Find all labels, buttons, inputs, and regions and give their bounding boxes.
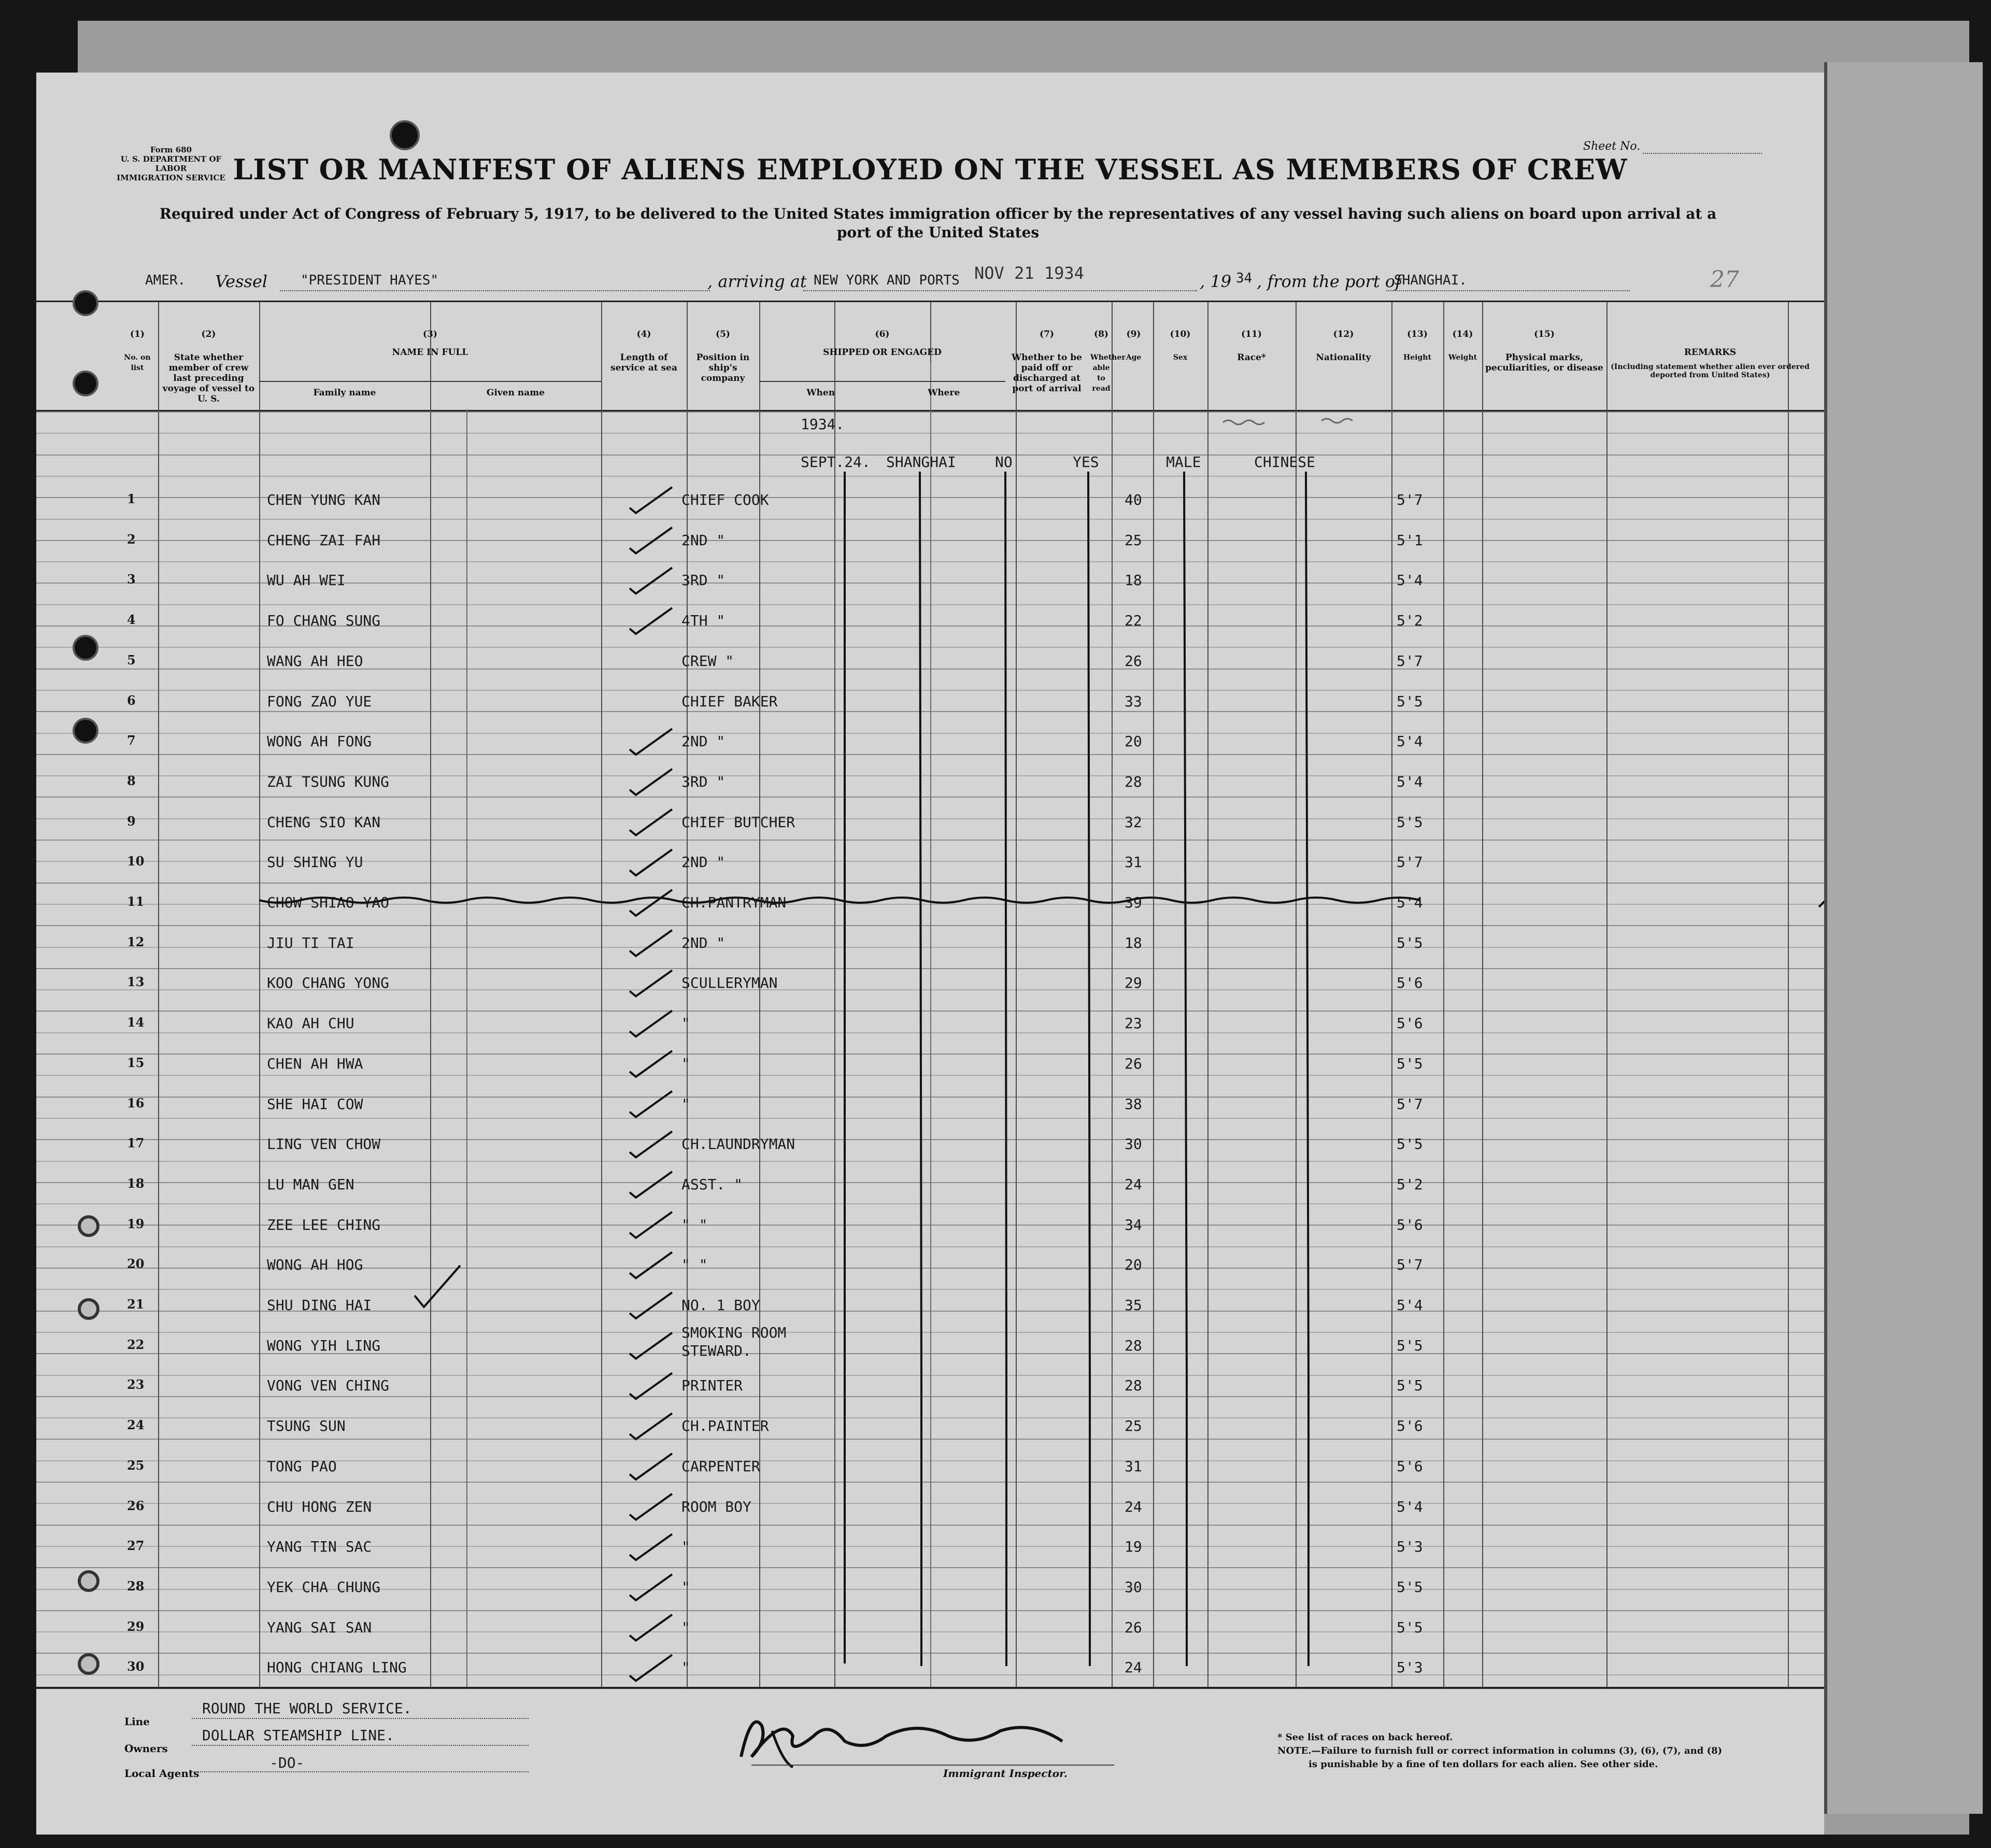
height: 5'5 (1397, 1377, 1423, 1395)
shipped-when: SEPT.24. (801, 453, 871, 471)
height: 5'7 (1397, 491, 1423, 508)
position: CHIEF BUTCHER (681, 813, 795, 831)
height: 5'6 (1397, 1457, 1423, 1475)
column-label: Weight (1448, 353, 1477, 362)
height: 5'6 (1397, 1216, 1423, 1233)
from-port: SHANGHAI. (1394, 273, 1467, 288)
check-mark (630, 1131, 672, 1157)
column-label: Nationality (1316, 352, 1371, 363)
sex-value: MALE (1166, 453, 1201, 471)
age: 30 (1125, 1135, 1142, 1153)
row-12-strike (259, 898, 1420, 903)
height: 5'7 (1397, 1095, 1423, 1113)
binder-hole (73, 718, 98, 744)
column-sublabel: Where (928, 388, 960, 398)
check-mark (630, 1091, 672, 1117)
column-label: Whether able to read (1090, 353, 1126, 393)
height: 5'5 (1397, 1618, 1423, 1636)
row-number: 27 (127, 1538, 145, 1554)
check-mark (630, 1454, 672, 1480)
age: 29 (1125, 974, 1142, 992)
column-label: Position in ship's company (696, 352, 750, 383)
family-name: WONG AH HOG (267, 1256, 363, 1274)
column-label: Height (1403, 353, 1431, 362)
column-number: (14) (1452, 329, 1473, 339)
column-number: (10) (1170, 329, 1191, 339)
subtitle-line-2: port of the United States (836, 224, 1040, 241)
pencil-note (1223, 420, 1264, 424)
column-label: No. on list (124, 353, 151, 372)
check-mark (630, 1413, 672, 1439)
age: 40 (1125, 491, 1142, 508)
row-number: 19 (127, 1216, 145, 1231)
binder-hole (78, 1653, 99, 1675)
check-mark (630, 769, 672, 795)
family-name: WONG AH FONG (267, 733, 372, 750)
line-value: ROUND THE WORLD SERVICE. (202, 1700, 412, 1717)
height: 5'5 (1397, 692, 1423, 710)
row-number: 5 (127, 652, 136, 667)
age: 28 (1125, 1377, 1142, 1395)
height: 5'4 (1397, 1297, 1423, 1314)
form-department: U. S. DEPARTMENT OF LABOR (120, 154, 222, 173)
family-name: YANG TIN SAC (267, 1538, 372, 1556)
column-number: (7) (1040, 329, 1054, 339)
row-number: 13 (127, 974, 145, 990)
row-number: 12 (127, 934, 145, 949)
column-number: (2) (201, 329, 216, 339)
family-name: SHE HAI COW (267, 1095, 363, 1113)
position: " " (681, 1256, 708, 1274)
binder-hole (73, 635, 98, 661)
age: 26 (1125, 1055, 1142, 1072)
position: CH.PAINTER (681, 1417, 769, 1435)
column-number: (15) (1534, 329, 1555, 339)
family-name: WANG AH HEO (267, 652, 363, 670)
age: 18 (1125, 934, 1142, 951)
family-name: TONG PAO (267, 1457, 337, 1475)
margin-scribble (1819, 899, 1824, 909)
height: 5'4 (1397, 773, 1423, 790)
vessel-prefix: AMER. (145, 273, 186, 288)
family-name: CHENG ZAI FAH (267, 531, 381, 549)
age: 24 (1125, 1659, 1142, 1676)
position: CHIEF BAKER (681, 692, 778, 710)
age: 25 (1125, 531, 1142, 549)
position-cont: STEWARD. (681, 1342, 751, 1359)
arriving-port: NEW YORK AND PORTS (814, 273, 960, 288)
row-number: 2 (127, 531, 136, 547)
check-mark (630, 1212, 672, 1238)
column-number: (5) (716, 329, 730, 339)
age: 26 (1125, 1618, 1142, 1636)
family-name: JIU TI TAI (267, 934, 354, 951)
column-label: Length of service at sea (610, 352, 677, 373)
height: 5'5 (1397, 934, 1423, 951)
year-label: , 19 (1200, 272, 1232, 291)
age: 22 (1125, 612, 1142, 630)
row-number: 3 (127, 572, 136, 587)
check-mark (630, 1252, 672, 1278)
family-name: KOO CHANG YONG (267, 974, 390, 992)
age: 39 (1125, 894, 1142, 911)
check-mark (630, 1011, 672, 1036)
height: 5'6 (1397, 1417, 1423, 1435)
age: 31 (1125, 854, 1142, 871)
check-mark (630, 729, 672, 755)
column-label: State whether member of crew last preceding voyage of vessel to U. S. (162, 352, 255, 404)
age: 34 (1125, 1216, 1142, 1233)
page-number: 27 (1710, 266, 1739, 293)
agents-label: Local Agents (124, 1767, 200, 1780)
inspector-label: Immigrant Inspector. (943, 1767, 1068, 1780)
year-value: 34 (1236, 271, 1253, 286)
height: 5'4 (1397, 1498, 1423, 1515)
column-number: (3) (423, 329, 437, 339)
form-service: IMMIGRATION SERVICE (117, 173, 225, 182)
age: 18 (1125, 572, 1142, 589)
column-label: SHIPPED OR ENGAGED (823, 347, 942, 358)
age: 35 (1125, 1297, 1142, 1314)
family-name: FO CHANG SUNG (267, 612, 381, 630)
column-label: Whether to be paid off or discharged at port of arrival (1012, 352, 1082, 394)
height: 5'2 (1397, 612, 1423, 630)
check-mark (630, 930, 672, 956)
check-mark (630, 1051, 672, 1077)
binder-hole (78, 1215, 99, 1237)
height: 5'5 (1397, 1337, 1423, 1354)
position: SMOKING ROOM (681, 1324, 787, 1341)
position: 3RD " (681, 572, 726, 589)
age: 20 (1125, 1256, 1142, 1274)
column-label: Race* (1237, 352, 1266, 363)
column-number: (11) (1241, 329, 1262, 339)
family-name: CHENG SIO KAN (267, 813, 381, 831)
position: PRINTER (681, 1377, 743, 1395)
height: 5'2 (1397, 1175, 1423, 1193)
family-name: VONG VEN CHING (267, 1377, 390, 1395)
column-number: (8) (1094, 329, 1108, 339)
punch-hole (390, 120, 420, 150)
row-number: 29 (127, 1618, 145, 1634)
age: 28 (1125, 773, 1142, 790)
age: 30 (1125, 1578, 1142, 1596)
binder-hole (73, 371, 98, 396)
check-mark (630, 890, 672, 916)
column-number: (12) (1333, 329, 1354, 339)
check-mark (630, 809, 672, 835)
check-mark (630, 608, 672, 634)
position: 2ND " (681, 531, 726, 549)
subtitle-line-1: Required under Act of Congress of February 5, 1917, to be delivered to the United States immigration officer by the representatives of any vessel having such aliens on board upon arrival at a (159, 205, 1717, 222)
column-sublabel: Family name (313, 388, 376, 398)
family-name: TSUNG SUN (267, 1417, 346, 1435)
row-number: 4 (127, 612, 136, 628)
line-label: Line (124, 1715, 150, 1728)
height: 5'5 (1397, 1135, 1423, 1153)
check-mark (630, 1292, 672, 1318)
footer-notes (1277, 1731, 1722, 1771)
column-number: (6) (875, 329, 890, 339)
position: 2ND " (681, 934, 726, 951)
back-sheet-edge (1824, 62, 1983, 1814)
position: NO. 1 BOY (681, 1297, 760, 1314)
paid-off-value: NO (995, 453, 1013, 471)
check-mark (630, 1333, 672, 1359)
age: 32 (1125, 813, 1142, 831)
position: 3RD " (681, 773, 726, 790)
vessel-label: Vessel (215, 272, 268, 291)
age: 26 (1125, 652, 1142, 670)
height: 5'4 (1397, 733, 1423, 750)
height: 5'3 (1397, 1659, 1423, 1676)
family-name: WONG YIH LING (267, 1337, 381, 1354)
position: CH.PANTRYMAN (681, 894, 787, 911)
check-mark (630, 970, 672, 996)
position: CARPENTER (681, 1457, 760, 1475)
family-name: WU AH WEI (267, 572, 346, 589)
height: 5'6 (1397, 974, 1423, 992)
row-number: 11 (127, 894, 145, 909)
column-label: Physical marks, peculiarities, or disease (1485, 352, 1603, 373)
row-number: 8 (127, 773, 136, 788)
penalty-note-2: is punishable by a fine of ten dollars for each alien. See other side. (1309, 1759, 1658, 1770)
position: " " (681, 1216, 708, 1233)
check-mark (630, 1494, 672, 1520)
column-sublabel: (Including statement whether alien ever ordered deported from United States) (1611, 363, 1810, 379)
binder-hole (78, 1570, 99, 1592)
row-number: 14 (127, 1015, 145, 1030)
races-note: * See list of races on back hereof. (1277, 1732, 1453, 1743)
height: 5'4 (1397, 572, 1423, 589)
row-number: 26 (127, 1498, 145, 1513)
check-mark (630, 487, 672, 513)
row-number: 20 (127, 1256, 145, 1272)
position: ROOM BOY (681, 1498, 751, 1515)
column-label: Age (1126, 353, 1142, 362)
pencil-note-2 (1321, 419, 1353, 423)
family-name: CHEN YUNG KAN (267, 491, 381, 508)
check-mark (630, 849, 672, 875)
age: 38 (1125, 1095, 1142, 1113)
row-number: 16 (127, 1095, 145, 1111)
arrival-date-stamp: NOV 21 1934 (974, 263, 1084, 283)
family-name: CHU HONG ZEN (267, 1498, 372, 1515)
position: " (681, 1055, 690, 1072)
column-number: (9) (1126, 329, 1141, 339)
row-number: 22 (127, 1337, 145, 1352)
age: 33 (1125, 692, 1142, 710)
family-name: KAO AH CHU (267, 1015, 354, 1032)
height: 5'7 (1397, 854, 1423, 871)
position: 4TH " (681, 612, 726, 630)
age: 20 (1125, 733, 1142, 750)
column-sublabel: When (806, 388, 835, 398)
family-name: LU MAN GEN (267, 1175, 354, 1193)
height: 5'7 (1397, 1256, 1423, 1274)
height: 5'5 (1397, 813, 1423, 831)
form-number: Form 680 (150, 145, 192, 154)
position: ASST. " (681, 1175, 743, 1193)
column-label: NAME IN FULL (392, 347, 468, 358)
shipped-year: 1934. (801, 416, 845, 433)
row-number: 21 (127, 1297, 145, 1312)
row-number: 18 (127, 1175, 145, 1191)
row-number: 10 (127, 854, 145, 869)
column-number: (4) (636, 329, 651, 339)
height: 5'5 (1397, 1055, 1423, 1072)
row-number: 17 (127, 1135, 145, 1151)
age: 24 (1125, 1498, 1142, 1515)
age: 28 (1125, 1337, 1142, 1354)
column-number: (1) (130, 329, 145, 339)
binder-hole (73, 290, 98, 316)
position: 2ND " (681, 854, 726, 871)
position: " (681, 1659, 690, 1676)
family-name: FONG ZAO YUE (267, 692, 372, 710)
position: SCULLERYMAN (681, 974, 778, 992)
position: " (681, 1015, 690, 1032)
able-to-read-value: YES (1073, 453, 1099, 471)
penalty-note-1: NOTE.—Failure to furnish full or correct information in columns (3), (6), (7), and (8) (1277, 1745, 1723, 1756)
row-number: 30 (127, 1659, 145, 1674)
race-value: CHINESE (1254, 453, 1316, 471)
family-name: CHEN AH HWA (267, 1055, 363, 1072)
position: " (681, 1095, 690, 1113)
check-mark (630, 1574, 672, 1600)
family-name: ZEE LEE CHING (267, 1216, 381, 1233)
position: " (681, 1578, 690, 1596)
check-mark (630, 1615, 672, 1641)
row-number: 1 (127, 491, 136, 506)
check-mark (630, 1172, 672, 1198)
binder-hole (78, 1298, 99, 1320)
arriving-label: , arriving at (707, 272, 807, 291)
ditto-lines (36, 73, 1824, 1835)
position: CH.LAUNDRYMAN (681, 1135, 795, 1153)
row-number: 24 (127, 1417, 145, 1433)
age: 25 (1125, 1417, 1142, 1435)
row-number: 6 (127, 692, 136, 708)
agents-value: -DO- (269, 1754, 305, 1771)
vessel-name: "PRESIDENT HAYES" (301, 273, 439, 288)
height: 5'7 (1397, 652, 1423, 670)
column-label: Sex (1173, 353, 1188, 362)
row-number: 15 (127, 1055, 145, 1070)
position: CREW " (681, 652, 734, 670)
position: CHIEF COOK (681, 491, 769, 508)
family-name: ZAI TSUNG KUNG (267, 773, 390, 790)
check-mark (630, 1534, 672, 1560)
height: 5'4 (1397, 894, 1423, 911)
family-name: LING VEN CHOW (267, 1135, 381, 1153)
row-number: 7 (127, 733, 136, 748)
family-name: YANG SAI SAN (267, 1618, 372, 1636)
owners-value: DOLLAR STEAMSHIP LINE. (202, 1727, 394, 1744)
row-number: 9 (127, 813, 136, 829)
check-mark (630, 567, 672, 593)
height: 5'1 (1397, 531, 1423, 549)
age: 23 (1125, 1015, 1142, 1032)
column-label: REMARKS (1684, 347, 1737, 358)
check-mark (630, 1655, 672, 1681)
owners-label: Owners (124, 1742, 168, 1755)
height: 5'5 (1397, 1578, 1423, 1596)
position: " (681, 1538, 690, 1556)
age: 19 (1125, 1538, 1142, 1556)
family-name: SHU DING HAI (267, 1297, 372, 1314)
row-number: 28 (127, 1578, 145, 1594)
age: 31 (1125, 1457, 1142, 1475)
height: 5'6 (1397, 1015, 1423, 1032)
height: 5'3 (1397, 1538, 1423, 1556)
check-mark (630, 528, 672, 553)
family-name: YEK CHA CHUNG (267, 1578, 381, 1596)
check-mark-extra (415, 1266, 460, 1307)
family-name: HONG CHIANG LING (267, 1659, 407, 1676)
check-mark (630, 1373, 672, 1399)
family-name: CHOW SHIAO YAO (267, 894, 390, 911)
column-number: (13) (1407, 329, 1428, 339)
manifest-sheet (36, 73, 1824, 1835)
row-number: 25 (127, 1457, 145, 1473)
sheet-no-label: Sheet No. (1583, 140, 1641, 153)
shipped-where: SHANGHAI (886, 453, 956, 471)
row-number: 23 (127, 1377, 145, 1392)
from-port-label: , from the port of (1257, 272, 1402, 291)
column-sublabel: Given name (486, 388, 545, 398)
position: 2ND " (681, 733, 726, 750)
page-title: LIST OR MANIFEST OF ALIENS EMPLOYED ON THE VESSEL AS MEMBERS OF CREW (233, 153, 1628, 186)
position: " (681, 1618, 690, 1636)
family-name: SU SHING YU (267, 854, 363, 871)
age: 24 (1125, 1175, 1142, 1193)
